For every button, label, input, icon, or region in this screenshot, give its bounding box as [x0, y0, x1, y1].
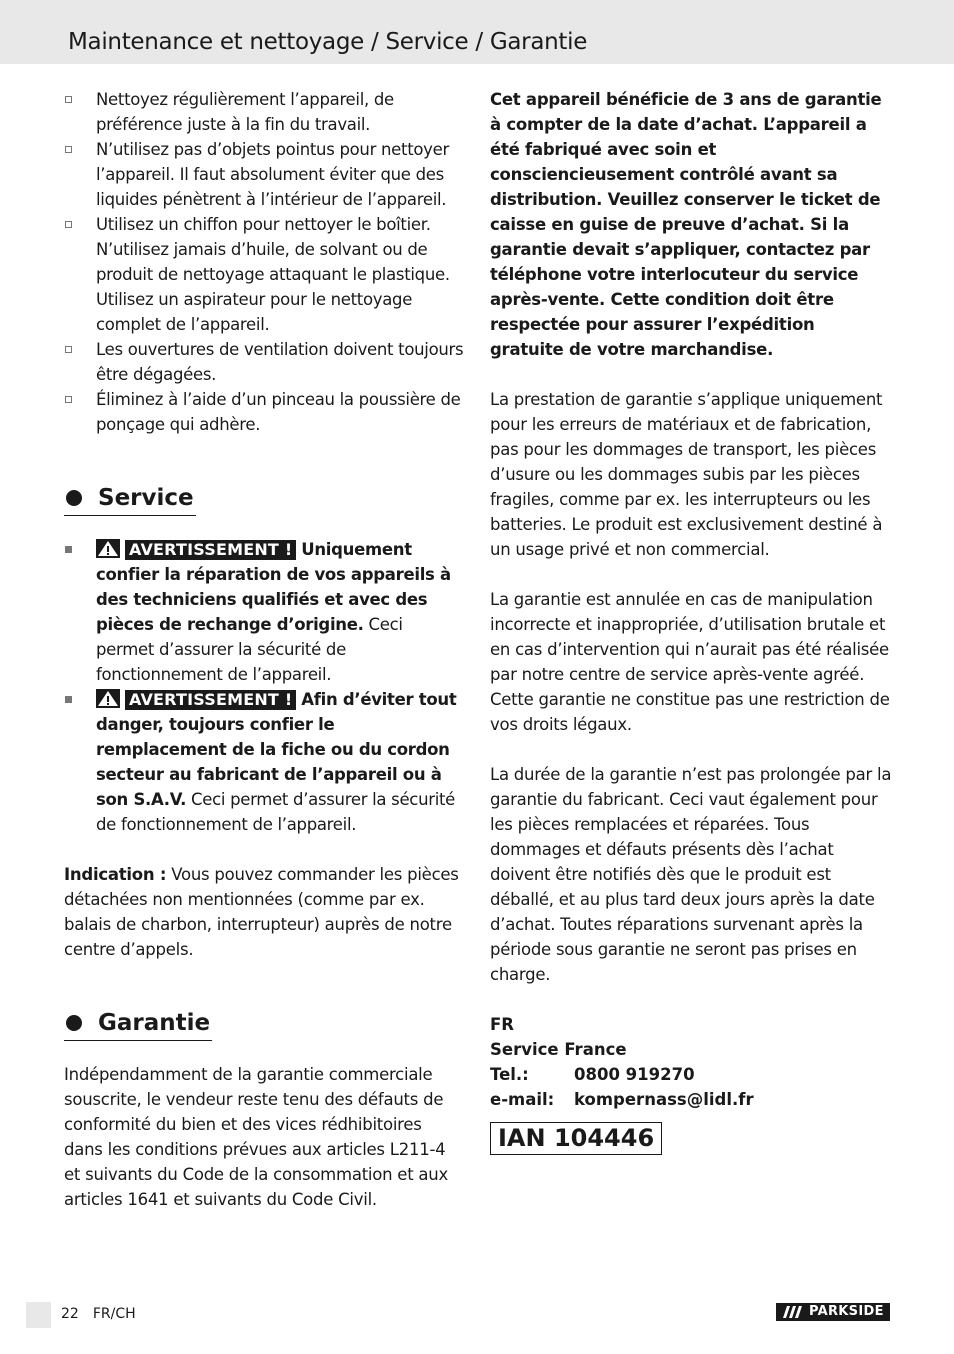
page-header — [0, 0, 954, 64]
warning-triangle-icon — [96, 539, 120, 558]
checkbox-square-icon — [65, 396, 72, 403]
contact-service: Service France — [490, 1040, 627, 1059]
list-item: Nettoyez régulièrement l’appareil, de préférence juste à la fin du travail. — [64, 87, 464, 137]
list-item: Éliminez à l’aide d’un pinceau la poussière de ponçage qui adhère. — [64, 387, 464, 437]
warning-item: AVERTISSEMENT ! Uniquement confier la réparation de vos appareils à des techniciens qualifiés et avec des pièces de rechange d’origine. Ceci permet d’assurer la sécurité de fonctionnement de l’appareil. — [64, 537, 464, 687]
warranty-bold-paragraph: Cet appareil bénéficie de 3 ans de garantie à compter de la date d’achat. L’appareil a été fabriqué avec soin et consciencieusement contrôlé avant sa distribution. Veuillez conserver le ticket de caisse en guise de preuve d’achat. Si la garantie devait s’appliquer, contactez par téléphone votre interlocuteur du service après-vente. Cette condition doit être respectée pour assurer l’expédition gratuite de votre marchandise. — [490, 90, 882, 359]
warranty-void-paragraph: La garantie est annulée en cas de manipulation incorrecte et inappropriée, d’utilisation brutale et en cas d’intervention qui n’aurait pas été réalisée par notre centre de service après-vente agréé. Cette garantie ne constitue pas une restriction de vos droits légaux. — [490, 590, 890, 734]
bullet-dot-icon — [66, 490, 82, 506]
bullet-square-icon — [65, 696, 72, 703]
service-contact — [490, 1012, 892, 1112]
list-item: Les ouvertures de ventilation doivent toujours être dégagées. — [64, 337, 464, 387]
garantie-paragraph: Indépendamment de la garantie commerciale souscrite, le vendeur reste tenu des défauts de conformité du bien et des vices rédhibitoires dans les conditions prévues aux articles L211-4 et suivants du Code de la consommation et aux articles 1641 et suivants du Code Civil. — [64, 1065, 448, 1209]
list-item: N’utilisez pas d’objets pointus pour nettoyer l’appareil. Il faut absolument éviter que des liquides pénètrent à l’intérieur de l’appareil. — [64, 137, 464, 212]
checkbox-square-icon — [65, 96, 72, 103]
contact-country: FR — [490, 1015, 514, 1034]
language-code: FR/CH — [92, 1306, 136, 1322]
checkbox-square-icon — [65, 346, 72, 353]
bullet-dot-icon — [66, 1015, 82, 1031]
garantie-heading: Garantie — [64, 1009, 212, 1041]
page-number-marker — [26, 1302, 51, 1328]
ian-number: IAN 104446 — [490, 1122, 662, 1155]
warning-badge: AVERTISSEMENT ! — [125, 690, 296, 710]
page-footer — [61, 1306, 150, 1322]
maintenance-list — [64, 87, 464, 437]
contact-email: e-mail: kompernass@lidl.fr — [490, 1090, 754, 1109]
left-column — [64, 87, 464, 1212]
contact-tel: Tel.: 0800 919270 — [490, 1065, 695, 1084]
checkbox-square-icon — [65, 146, 72, 153]
warranty-scope-paragraph: La prestation de garantie s’applique uniquement pour les erreurs de matériaux et de fabrication, pas pour les dommages de transport, les pièces d’usure ou les dommages subis par les pièces fragiles, comme par ex. les interrupteurs ou les batteries. Le produit est exclusivement destiné à un usage privé et non commercial. — [490, 390, 883, 559]
page-number: 22 — [61, 1306, 79, 1322]
logo-stripes-icon — [782, 1303, 806, 1321]
warning-item: AVERTISSEMENT ! Afin d’éviter tout danger, toujours confier le remplacement de la fiche ou du cordon secteur au fabricant de l’appareil ou à son S.A.V. Ceci permet d’assurer la sécurité de fonctionnement de l’appareil. — [64, 687, 464, 837]
warranty-duration-paragraph: La durée de la garantie n’est pas prolongée par la garantie du fabricant. Ceci vaut également pour les pièces remplacées et réparées. Tous dommages et défauts présents dès l’achat doivent être notifiés dès que le produit est déballé, et au plus tard deux jours après la date d’achat. Toutes réparations survenant après la période sous garantie ne seront pas prises en charge. — [490, 765, 892, 984]
warning-triangle-icon — [96, 689, 120, 708]
bullet-square-icon — [65, 546, 72, 553]
parkside-logo: PARKSIDE — [776, 1303, 890, 1321]
page-title: Maintenance et nettoyage / Service / Garantie — [68, 29, 588, 55]
service-heading: Service — [64, 484, 196, 516]
list-item: Utilisez un chiffon pour nettoyer le boîtier. N’utilisez jamais d’huile, de solvant ou de produit de nettoyage attaquant le plastique. Utilisez un aspirateur pour le nettoyage complet de l’appareil. — [64, 212, 464, 337]
warning-badge: AVERTISSEMENT ! — [125, 540, 296, 560]
service-warnings — [64, 537, 464, 837]
right-column — [490, 87, 892, 1155]
checkbox-square-icon — [65, 221, 72, 228]
indication-paragraph: Indication : Vous pouvez commander les pièces détachées non mentionnées (comme par ex. balais de charbon, interrupteur) auprès de notre centre d’appels. — [64, 865, 459, 959]
